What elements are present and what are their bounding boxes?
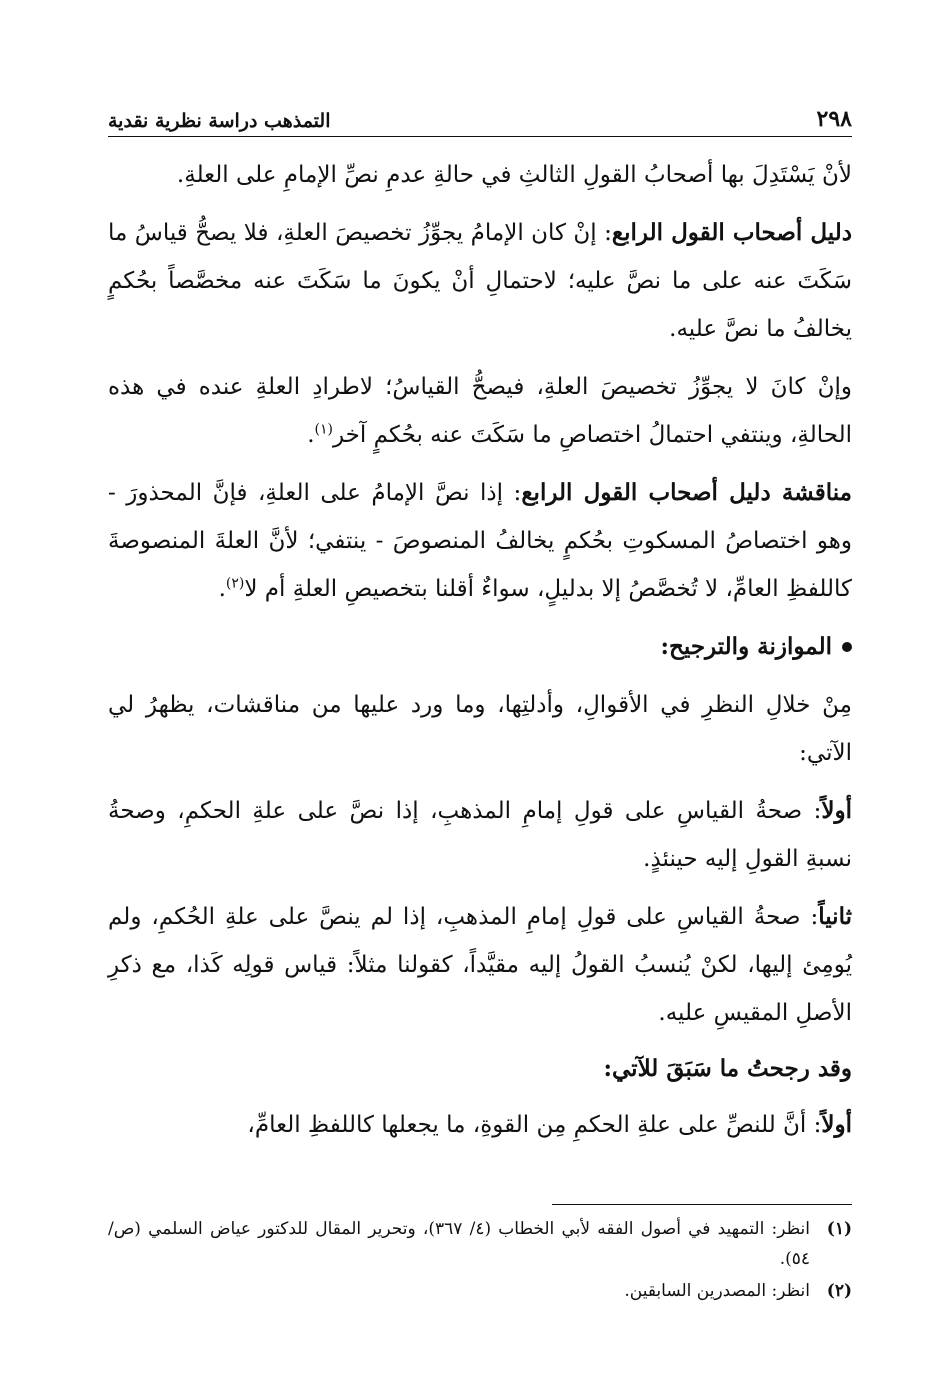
paragraph-text: : صحةُ القياسِ على قولِ إمامِ المذهبِ، إذا نصَّ على علةِ الحكمِ، وصحةُ نسبةِ القولِ إليه حينئذٍ. bbox=[108, 798, 852, 872]
paragraph-text: : إنْ كان الإمامُ يجوِّزُ تخصيصَ العلةِ، فلا يصحُّ قياسُ ما سَكَتَ عنه على ما نصَّ عليه؛ لاحتمالِ أنْ يكونَ ما سَكَتَ عنه مخصَّصاً بحُكمٍ يخالفُ ما نصَّ عليه. bbox=[108, 220, 852, 342]
paragraph-lead: دليل أصحاب القول الرابع bbox=[611, 219, 852, 246]
footnote-divider bbox=[552, 1204, 852, 1205]
paragraph-lead: ثانياً bbox=[818, 903, 852, 930]
footnote-ref[interactable]: (١) bbox=[314, 421, 333, 438]
book-page bbox=[108, 100, 852, 1340]
footnote-text: انظر: التمهيد في أصول الفقه لأبي الخطاب (٤/ ٣٦٧)، وتحرير المقال للدكتور عياض السلمي (ص/ ٥٤). bbox=[108, 1219, 810, 1269]
paragraph-text: وإنْ كانَ لا يجوِّزُ تخصيصَ العلةِ، فيصحُّ القياسُ؛ لاطرادِ العلةِ عنده في هذه الحالةِ، وينتفي احتمالُ اختصاصِ ما سَكَتَ عنه بحُكمٍ آخر bbox=[108, 374, 852, 448]
subheading: وقد رجحتُ ما سَبَقَ للآتي: bbox=[603, 1055, 852, 1082]
paragraph bbox=[108, 681, 852, 777]
paragraph-tail: . bbox=[218, 576, 226, 602]
bullet-icon bbox=[842, 642, 852, 652]
paragraph bbox=[108, 1101, 852, 1149]
page-number: ٢٩٨ bbox=[816, 106, 852, 132]
paragraph-lead: أولاً bbox=[821, 797, 852, 824]
paragraph-text: لأنْ يَسْتَدِلَ بها أصحابُ القولِ الثالثِ في حالةِ عدمِ نصِّ الإمامِ على العلةِ. bbox=[176, 162, 852, 188]
paragraph bbox=[108, 893, 852, 1037]
footnote bbox=[108, 1214, 852, 1274]
paragraph bbox=[108, 787, 852, 883]
paragraph bbox=[108, 209, 852, 353]
running-title: التمذهب دراسة نظرية نقدية bbox=[108, 110, 331, 132]
paragraph bbox=[108, 363, 852, 459]
paragraph-text: : صحةُ القياسِ على قولِ إمامِ المذهبِ، إذا لم ينصَّ على علةِ الحُكمِ، ولم يُومِئ إليها، لكنْ يُنسبُ القولُ إليه مقيَّداً، كقولنا مثلاً: قياس قولِه كَذا، مع ذكرِ الأصلِ المقيسِ عليه. bbox=[108, 904, 852, 1026]
footnote-ref[interactable]: (٢) bbox=[225, 575, 245, 592]
section-heading bbox=[108, 623, 852, 671]
body-text bbox=[108, 151, 852, 1149]
footnotes bbox=[108, 1214, 852, 1308]
running-head bbox=[108, 100, 852, 137]
footnote-number: (١) bbox=[826, 1219, 852, 1239]
paragraph-lead: مناقشة دليل أصحاب القول الرابع bbox=[521, 479, 852, 506]
section-heading-text: الموازنة والترجيح: bbox=[660, 633, 832, 660]
paragraph-lead: أولاً bbox=[821, 1111, 852, 1138]
paragraph bbox=[108, 469, 852, 613]
footnote-number: (٢) bbox=[826, 1281, 852, 1301]
paragraph bbox=[108, 151, 852, 199]
paragraph-text: مِنْ خلالِ النظرِ في الأقوالِ، وأدلتِها، وما ورد عليها من مناقشات، يظهرُ لي الآتي: bbox=[108, 692, 852, 766]
paragraph-tail: . bbox=[307, 422, 315, 448]
paragraph-text: : إذا نصَّ الإمامُ على العلةِ، فإنَّ المحذورَ - وهو اختصاصُ المسكوتِ بحُكمٍ يخالفُ المنصوصَ - ينتفي؛ لأنَّ العلةَ المنصوصةَ كاللفظِ العامِّ، لا تُخصَّصُ إلا بدليلٍ، سواءٌ أقلنا بتخصيصِ العلةِ أم لا bbox=[108, 480, 852, 602]
footnote-text: انظر: المصدرين السابقين. bbox=[624, 1281, 810, 1301]
paragraph-text: : أنَّ للنصِّ على علةِ الحكمِ مِن القوةِ، ما يجعلها كاللفظِ العامِّ، bbox=[247, 1112, 822, 1138]
footnote bbox=[108, 1276, 852, 1306]
